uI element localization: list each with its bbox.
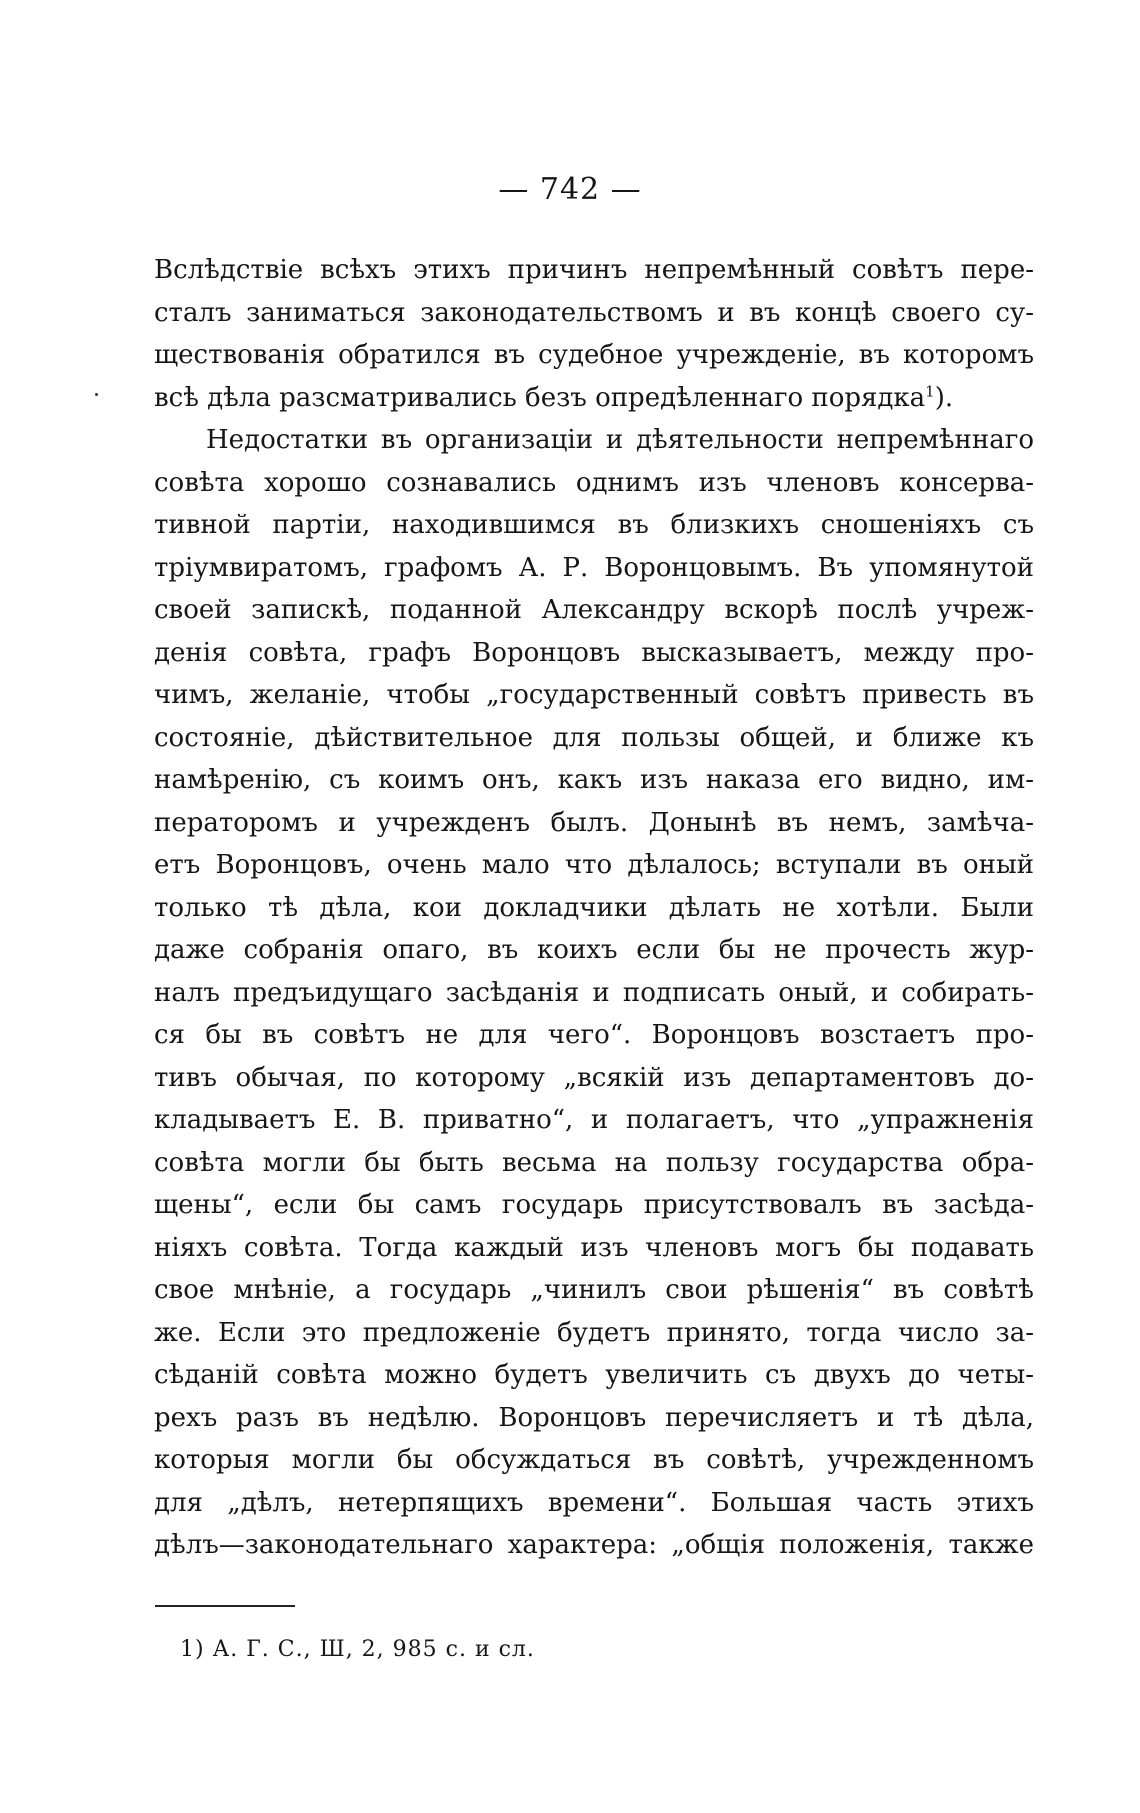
text-line: тивной партіи, находившимся въ близкихъ сношеніяхъ съ xyxy=(154,510,1034,540)
body-text xyxy=(154,249,1034,1567)
text-line: сѣданій совѣта можно будетъ увеличить съ двухъ до четы- xyxy=(154,1360,1034,1390)
text-line: свое мнѣніе, а государь „чинилъ свои рѣшенія“ въ совѣтѣ xyxy=(154,1275,1034,1305)
text-line: ществованія обратился въ судебное учрежденіе, въ которомъ xyxy=(154,340,1034,370)
text-line: для „дѣлъ, нетерпящихъ времени“. Большая часть этихъ xyxy=(154,1487,1034,1518)
text-line: состояніе, дѣйствительное для пользы общей, и ближе къ xyxy=(154,722,1034,753)
text-line: рехъ разъ въ недѣлю. Воронцовъ перечисляетъ и тѣ дѣла, xyxy=(154,1402,1034,1433)
text-line-with-footnote xyxy=(154,377,1034,420)
text-line: сталъ заниматься законодательствомъ и въ концѣ своего су- xyxy=(154,297,1034,328)
text-line: дѣлъ—законодательнаго характера: „общія положенія, также xyxy=(154,1530,1034,1560)
text-line: намѣренію, съ коимъ онъ, какъ изъ наказа его видно, им- xyxy=(154,765,1034,795)
footnote: 1) А. Г. С., Ш, 2, 985 с. и сл. xyxy=(180,1637,535,1662)
text-line: Недостатки въ организаціи и дѣятельности непремѣннаго xyxy=(206,425,1034,455)
text-line: своей запискѣ, поданной Александру вскорѣ послѣ учреж- xyxy=(154,595,1034,625)
text-line: кладываетъ Е. В. приватно“, и полагаетъ, что „упражненія xyxy=(154,1105,1034,1135)
text-line: ся бы въ совѣтъ не для чего“. Воронцовъ возстаетъ про- xyxy=(154,1020,1034,1050)
text-line: всѣ дѣла разсматривались безъ опредѣленнаго порядка xyxy=(154,382,926,413)
text-line: которыя могли бы обсуждаться въ совѣтѣ, учрежденномъ xyxy=(154,1445,1034,1475)
text-line: Вслѣдствіе всѣхъ этихъ причинъ непремѣнный совѣтъ пере- xyxy=(154,255,1034,285)
text-line: чимъ, желаніе, чтобы „государственный совѣтъ привесть въ xyxy=(154,680,1034,710)
text-line: тріумвиратомъ, графомъ А. Р. Воронцовымъ. Въ упомянутой xyxy=(154,552,1034,583)
text-line: щены“, если бы самъ государь присутствовалъ въ засѣда- xyxy=(154,1190,1034,1220)
text-line: только тѣ дѣла, кои докладчики дѣлать не хотѣли. Были xyxy=(154,892,1034,923)
text-line: совѣта хорошо сознавались однимъ изъ членовъ консерва- xyxy=(154,467,1034,498)
page-number: — 742 — xyxy=(498,172,642,207)
text-line: ніяхъ совѣта. Тогда каждый изъ членовъ могъ бы подавать xyxy=(154,1232,1034,1263)
text-line: же. Если это предложеніе будетъ принято, тогда число за- xyxy=(154,1317,1034,1348)
margin-speck xyxy=(95,393,98,396)
text-line: етъ Воронцовъ, очень мало что дѣлалось; вступали въ оный xyxy=(154,850,1034,880)
line-ending: ). xyxy=(934,382,954,413)
text-line: тивъ обычая, по которому „всякій изъ департаментовъ до- xyxy=(154,1062,1034,1093)
text-line: налъ предъидущаго засѣданія и подписать оный, и собирать- xyxy=(154,977,1034,1008)
text-line: денія совѣта, графъ Воронцовъ высказываетъ, между про- xyxy=(154,637,1034,668)
text-line: ператоромъ и учрежденъ былъ. Донынѣ въ немъ, замѣча- xyxy=(154,807,1034,838)
text-line: даже собранія опаго, въ коихъ если бы не прочесть жур- xyxy=(154,935,1034,965)
text-line: совѣта могли бы быть весьма на пользу государства обра- xyxy=(154,1147,1034,1178)
footnote-reference: 1 xyxy=(925,381,935,400)
footnote-divider xyxy=(155,1605,295,1607)
